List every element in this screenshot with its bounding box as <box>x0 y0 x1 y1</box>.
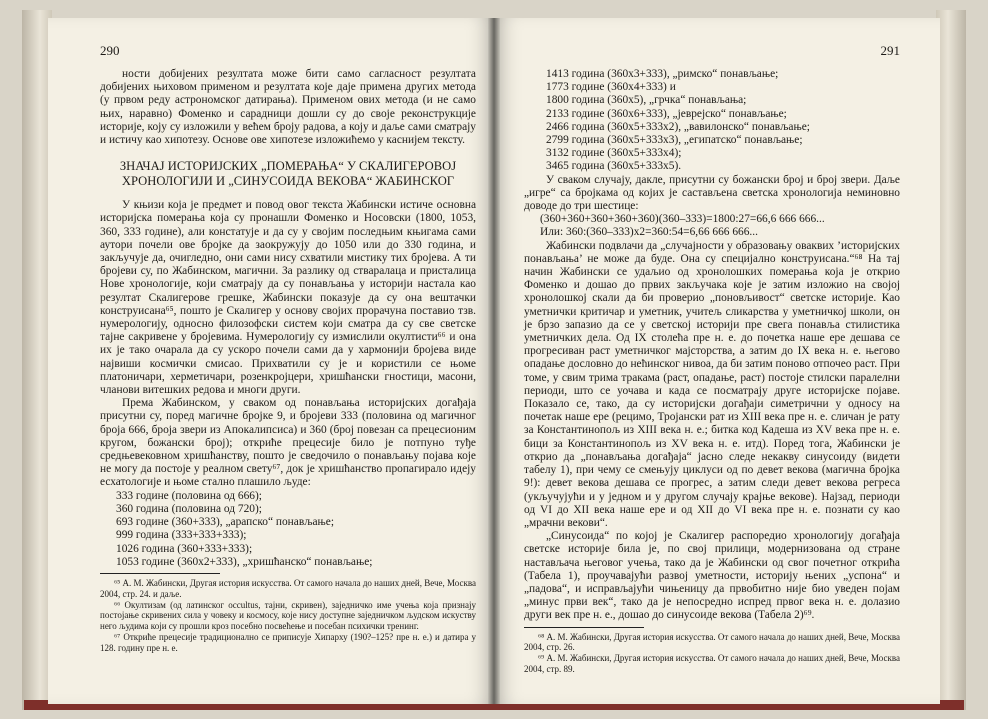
formula-line: (360+360+360+360+360)(360–333)=1800:27=66,6 666 666... <box>540 213 825 226</box>
body-paragraph: Према Жабинском, у сваком од понављања историјских догађаја присутни су, поред магичне бројке 9, и бројеви 333 (половина од магичног броја 666, броја звери из Апокалипсиса) и 360 (број повезан са прецесионим кругом, божански број); откриће прецесије било је потпуно туђе средњевековном хришћанству, пошто је сведочило о понављању појава које не могу да постоје у реалном свету⁶⁷, док је хришћанство пропагирало идеју есхатологије и њоме стално плашило људе: <box>100 397 476 489</box>
footnote-rule <box>100 573 220 574</box>
list-item: 360 година (половина од 720); <box>116 502 262 515</box>
section-title <box>100 159 476 189</box>
body-paragraph: Жабински подвлачи да „случајности у образовању оваквих ’историјских понављања’ не може да буде. Она су специјално конструисана.“⁶⁸ На тај начин Жабински се удаљио од хронолошких померања која је открио Фоменко и дошао до првих закључака које је затим изложио на својој хронолошкој скали да би проверио „поновљивост“ светске историје. Као уметнички критичар и уметник, учитељ сликарства у уметничкој школи, он је брзо запазио да се у светској историји пре свега понавља стилистика уметничких дела. Од IX столећа пре н. е. до почетка наше ере дешава се прогресиван раст уметничког мајсторства, а затим до IX века н. е. његово опадање дословно до нећинског нивоа, да би затим поново отпочео раст. При томе, у свим трима тракама (раст, опадање, раст) постоје стилски паралелни периоди, што се уочава и када се посматрају друге историјске појаве. Показало се, тако, да су историјски догађаји симетрични у односу на почетак наше ере (рецимо, Тројански рат из XIII века пре н. е. сличан је рату за Константинопољ из XIII века н. е.; битка код Кадеша из XV века пре н. е. бици за Константинопољ из XV века н. е. итд). Поред тога, Жабински је открио да „понављања догађаја“ јасно следе некакву синусоиду (видети табелу 1), при чему се смењују циклуси од по девет векова (магична бројка 9!): девет векова дешава се прогрес, а затим следи девет векова регреса (укључујући и у једном и у другом случају крајње векове). Најзад, периоди од VI до XII века наше ере и од XII до VI века пре н. е. познати су као „мрачни векови“. <box>524 239 900 529</box>
list-item: 333 године (половина од 666); <box>116 489 262 502</box>
formula-line: Или: 360:(360–333)x2=360:54=6,66 666 666... <box>540 226 758 239</box>
list-item: 1413 година (360x3+333), „римско“ понављање; <box>546 68 779 80</box>
list-item: 1026 година (360+333+333); <box>116 542 253 555</box>
right-page-edges <box>936 10 966 710</box>
page-number: 291 <box>880 43 900 58</box>
list-item: 3132 године (360x5+333x4); <box>546 147 682 160</box>
repetition-list <box>546 68 900 174</box>
list-item: 3465 година (360x5+333x5). <box>546 160 682 173</box>
intro-paragraph: ности добијених резултата може бити само сагласност резултата добијених њиховом применом и резултата које даје примена других метода (у првом реду астрономског датирања). Применом ових метода (и не само њих, наравно) Фоменко и сарадници дошли су до своје реконструкције историје, коју су изложили у већем броју радова, а коју и даље сами сматрају и истичу као хипотезу. Основе ове хипотезе изложићемо у каснијем тексту. <box>100 68 476 147</box>
page-number: 290 <box>100 43 120 58</box>
footnote: ⁶⁶ Окултизам (од латинског occultus, тајни, скривен), заједничко име учења која признају постојање скривених сила у човеку и космосу, које нису доступне заједничком људском искуству него људима који су прошли кроз посебно посвећење и посебан психички тренинг. <box>100 599 476 632</box>
footnote-rule <box>524 627 644 628</box>
list-item: 2466 година (360x5+333x2), „вавилонско“ понављање; <box>546 120 810 133</box>
body-paragraph: У књизи која је предмет и повод овог текста Жабински истиче основна историјска померања која су пронашли Фоменко и Носовски (1800, 1053, 360, 333 године), али констатује и да су у својим последњим књигама сами аутори почели ове бројке да заокружују до 1050 или до 330 година, и закључује да, очигледно, они сами нису схватили мистику тих бројева. А ти бројеви су, по Жабинском, магични. За разлику од стваралаца и присталица Нове хронологије, који сматрају да су понављања у историји настала као резултат Скалигерове грешке, Жабински показује да су она вештачки конструисана⁶⁵, пошто је Скалигер у основу својих прорачуна поставио тзв. нумерологију, односно филозофски систем који сматра да су све светске тајне сакривене у бројевима. Нумерологију су измислили окултисти⁶⁶ и она их је тако очарала да су ускоро почели сами да у хармонији бројева виде највиши космички смисао. Прихватили су је и користили се њоме платоничари, херметичари, розенкројцери, хришћански гностици, масони, чланови витешких редова и многи други. <box>100 199 476 397</box>
list-item: 1773 године (360x4+333) и <box>546 81 676 94</box>
repetition-list <box>116 490 476 569</box>
footnote: ⁶⁵ А. М. Жабински, Другая история искусства. От самого начала до наших дней, Вече, Москва 2004, стр. 24. и даље. <box>100 577 476 599</box>
list-item: 999 година (333+333+333); <box>116 529 247 542</box>
section-title-line: ХРОНОЛОГИЈИ И „СИНУСОИДА ВЕКОВА“ ЖАБИНСКОГ <box>121 174 455 189</box>
left-page <box>48 18 494 704</box>
footnote: ⁶⁷ Откриће прецесије традиционално се приписује Хипарху (190?–125? пре н. е.) и датира у 128. годину пре н. е. <box>100 631 476 653</box>
list-item: 693 године (360+333), „арапско“ понављање; <box>116 516 334 529</box>
list-item: 2799 година (360x5+333x3), „египатско“ понављање; <box>546 134 803 147</box>
body-paragraph: „Синусоида“ по којој је Скалигер распоредио хронологију догађаја светске историје била је, по свој прилици, модернизована од стране настављача његовог учења, тако да је Жабински од свог почетног открића (Табела 1), проучавајући развој уметности, историју њених „успона“ и „падова“, и исправљајући чињеницу да првобитно није био уведен појам „минус први век“, тако да је непосредно испред првог века н. е. долазио други век пре н. е., дошао до синусоиде векова (Табела 2)⁶⁹. <box>524 530 900 622</box>
footnote: ⁶⁸ А. М. Жабински, Другая история искусства. От самого начала до наших дней, Вече, Москва 2004, стр. 26. <box>524 631 900 653</box>
book-gutter <box>488 18 500 704</box>
right-page <box>494 18 940 704</box>
list-item: 2133 године (360x6+333), „јеврејско“ понављање; <box>546 107 787 120</box>
section-title-line: ЗНАЧАЈ ИСТОРИЈСКИХ „ПОМЕРАЊА“ У СКАЛИГЕРОВОЈ <box>119 159 457 174</box>
footnote: ⁶⁹ А. М. Жабински, Другая история искусства. От самого начала до наших дней, Вече, Москва 2004, стр. 89. <box>524 653 900 674</box>
list-item: 1053 године (360x2+333), „хришћанско“ понављање; <box>116 555 373 568</box>
body-paragraph: У сваком случају, дакле, присутни су божански број и број звери. Даље „игре“ са бројкама од којих је састављена светска хронологија неминовно доводе до три шестице: <box>524 173 900 213</box>
list-item: 1800 година (360x5), „грчка“ понављања; <box>546 94 747 107</box>
